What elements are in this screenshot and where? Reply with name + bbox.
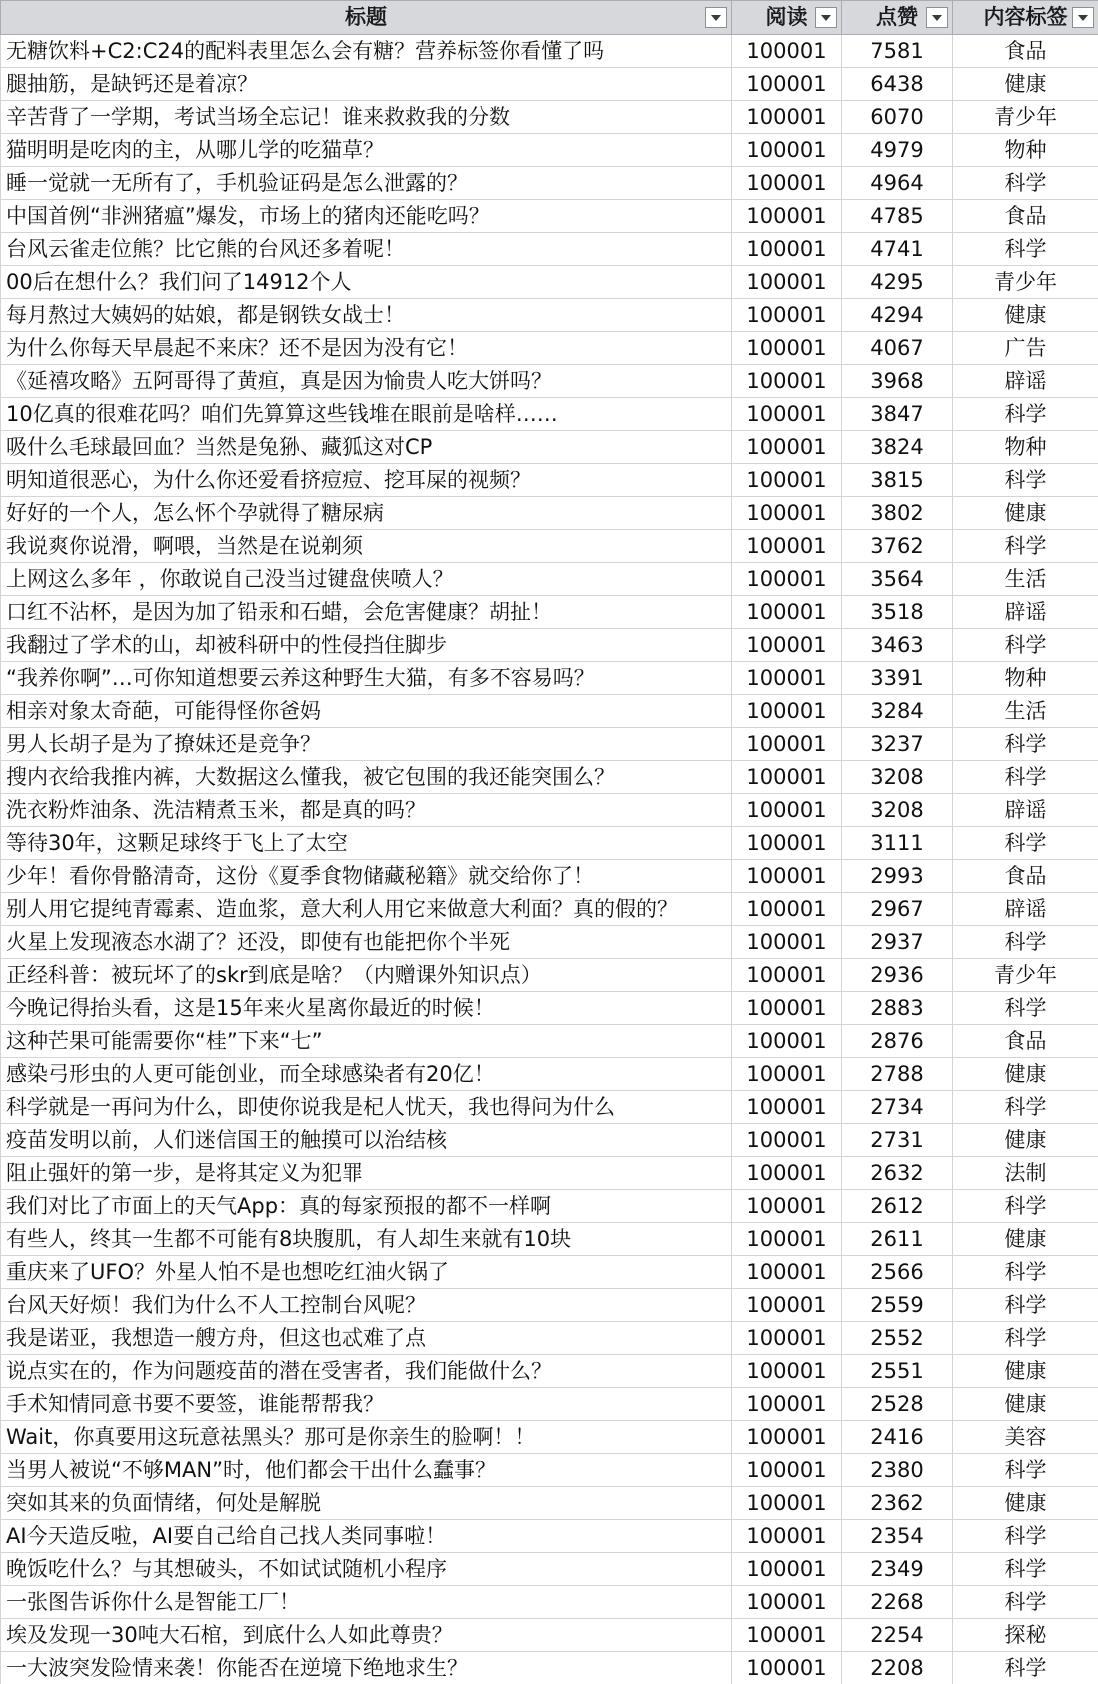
cell-tag[interactable]: 辟谣	[953, 596, 1098, 629]
table-row	[1, 233, 1098, 266]
table-row	[1, 1322, 1098, 1355]
cell-like[interactable]: 2632	[842, 1157, 953, 1190]
chevron-down-icon	[932, 15, 942, 21]
cell-like[interactable]: 2349	[842, 1553, 953, 1586]
cell-title[interactable]: 辛苦背了一学期，考试当场全忘记！谁来救救我的分数	[1, 101, 732, 134]
cell-tag[interactable]: 科学	[953, 992, 1098, 1025]
cell-title[interactable]: 疫苗发明以前，人们迷信国王的触摸可以治结核	[1, 1124, 732, 1157]
cell-tag[interactable]: 科学	[953, 1289, 1098, 1322]
cell-tag[interactable]: 科学	[953, 1091, 1098, 1124]
header-like-label: 点赞	[876, 5, 918, 29]
table-row	[1, 266, 1098, 299]
cell-title[interactable]: Wait，你真要用这玩意祛黑头？那可是你亲生的脸啊！！	[1, 1421, 732, 1454]
cell-title[interactable]: 当男人被说“不够MAN”时，他们都会干出什么蠢事？	[1, 1454, 732, 1487]
cell-tag[interactable]: 科学	[953, 1553, 1098, 1586]
header-like[interactable]	[842, 1, 953, 35]
cell-title[interactable]: 说点实在的，作为问题疫苗的潜在受害者，我们能做什么？	[1, 1355, 732, 1388]
cell-tag[interactable]: 科学	[953, 233, 1098, 266]
cell-tag[interactable]: 健康	[953, 1355, 1098, 1388]
cell-read[interactable]: 100001	[732, 893, 842, 926]
cell-like[interactable]: 3762	[842, 530, 953, 563]
filter-dropdown-tag[interactable]	[1072, 7, 1094, 28]
cell-title[interactable]: 台风云雀走位熊？比它熊的台风还多着呢！	[1, 233, 732, 266]
cell-tag[interactable]: 青少年	[953, 101, 1098, 134]
cell-title[interactable]: 上网这么多年 ，你敢说自己没当过键盘侠喷人？	[1, 563, 732, 596]
cell-title[interactable]: 无糖饮料+C2:C24的配料表里怎么会有糖？营养标签你看懂了吗	[1, 35, 732, 68]
cell-read[interactable]: 100001	[732, 497, 842, 530]
cell-read[interactable]: 100001	[732, 662, 842, 695]
table-row	[1, 893, 1098, 926]
cell-tag[interactable]: 健康	[953, 1388, 1098, 1421]
cell-read[interactable]: 100001	[732, 827, 842, 860]
cell-read[interactable]: 100001	[732, 1058, 842, 1091]
cell-title[interactable]: AI今天造反啦，AI要自己给自己找人类同事啦！	[1, 1520, 732, 1553]
cell-tag[interactable]: 辟谣	[953, 794, 1098, 827]
cell-like[interactable]: 7581	[842, 35, 953, 68]
cell-tag[interactable]: 健康	[953, 1487, 1098, 1520]
table-row	[1, 299, 1098, 332]
table-row	[1, 1652, 1098, 1684]
cell-tag[interactable]: 物种	[953, 431, 1098, 464]
cell-title[interactable]: “我养你啊”…可你知道想要云养这种野生大猫，有多不容易吗？	[1, 662, 732, 695]
cell-like[interactable]: 3802	[842, 497, 953, 530]
cell-read[interactable]: 100001	[732, 1256, 842, 1289]
header-read[interactable]	[732, 1, 842, 35]
cell-read[interactable]: 100001	[732, 1487, 842, 1520]
cell-title[interactable]: 好好的一个人，怎么怀个孕就得了糖尿病	[1, 497, 732, 530]
table-row	[1, 629, 1098, 662]
cell-read[interactable]: 100001	[732, 1652, 842, 1684]
cell-like[interactable]: 3463	[842, 629, 953, 662]
cell-title[interactable]: 搜内衣给我推内裤，大数据这么懂我，被它包围的我还能突围么？	[1, 761, 732, 794]
cell-title[interactable]: 我说爽你说滑，啊喂，当然是在说剃须	[1, 530, 732, 563]
cell-title[interactable]: 晚饭吃什么？与其想破头，不如试试随机小程序	[1, 1553, 732, 1586]
table-row	[1, 761, 1098, 794]
cell-title[interactable]: 感染弓形虫的人更可能创业，而全球感染者有20亿！	[1, 1058, 732, 1091]
cell-read[interactable]: 100001	[732, 1025, 842, 1058]
cell-title[interactable]: 猫明明是吃肉的主，从哪儿学的吃猫草？	[1, 134, 732, 167]
cell-read[interactable]: 100001	[732, 1091, 842, 1124]
cell-title[interactable]: 我翻过了学术的山，却被科研中的性侵挡住脚步	[1, 629, 732, 662]
table-row	[1, 1421, 1098, 1454]
cell-title[interactable]: 一张图告诉你什么是智能工厂！	[1, 1586, 732, 1619]
cell-like[interactable]: 6070	[842, 101, 953, 134]
table-row	[1, 1058, 1098, 1091]
cell-read[interactable]: 100001	[732, 299, 842, 332]
cell-like[interactable]: 3391	[842, 662, 953, 695]
cell-like[interactable]: 2967	[842, 893, 953, 926]
cell-title[interactable]: 重庆来了UFO？外星人怕不是也想吃红油火锅了	[1, 1256, 732, 1289]
table-row	[1, 794, 1098, 827]
table-row	[1, 398, 1098, 431]
cell-read[interactable]: 100001	[732, 992, 842, 1025]
cell-read[interactable]: 100001	[732, 530, 842, 563]
cell-like[interactable]: 3847	[842, 398, 953, 431]
table-row	[1, 1487, 1098, 1520]
cell-title[interactable]: 科学就是一再问为什么，即使你说我是杞人忧天，我也得问为什么	[1, 1091, 732, 1124]
cell-tag[interactable]: 食品	[953, 200, 1098, 233]
cell-read[interactable]: 100001	[732, 167, 842, 200]
cell-read[interactable]: 100001	[732, 1190, 842, 1223]
cell-read[interactable]: 100001	[732, 431, 842, 464]
cell-title[interactable]: 睡一觉就一无所有了，手机验证码是怎么泄露的？	[1, 167, 732, 200]
table-row	[1, 992, 1098, 1025]
cell-like[interactable]: 3968	[842, 365, 953, 398]
cell-like[interactable]: 2734	[842, 1091, 953, 1124]
cell-read[interactable]: 100001	[732, 629, 842, 662]
cell-tag[interactable]: 科学	[953, 629, 1098, 662]
cell-read[interactable]: 100001	[732, 926, 842, 959]
cell-like[interactable]: 2416	[842, 1421, 953, 1454]
cell-title[interactable]: 为什么你每天早晨起不来床？还不是因为没有它！	[1, 332, 732, 365]
cell-like[interactable]: 3518	[842, 596, 953, 629]
table-row	[1, 827, 1098, 860]
table-row	[1, 1157, 1098, 1190]
header-title[interactable]	[1, 1, 732, 35]
cell-like[interactable]: 2528	[842, 1388, 953, 1421]
cell-read[interactable]: 100001	[732, 365, 842, 398]
cell-tag[interactable]: 辟谣	[953, 365, 1098, 398]
cell-title[interactable]: 台风天好烦！我们为什么不人工控制台风呢？	[1, 1289, 732, 1322]
table-row	[1, 200, 1098, 233]
cell-title[interactable]: 埃及发现一30吨大石棺，到底什么人如此尊贵？	[1, 1619, 732, 1652]
cell-tag[interactable]: 物种	[953, 662, 1098, 695]
cell-tag[interactable]: 科学	[953, 530, 1098, 563]
cell-tag[interactable]: 青少年	[953, 266, 1098, 299]
cell-read[interactable]: 100001	[732, 1322, 842, 1355]
cell-tag[interactable]: 科学	[953, 728, 1098, 761]
cell-like[interactable]: 2362	[842, 1487, 953, 1520]
table-row	[1, 332, 1098, 365]
cell-title[interactable]: 一大波突发险情来袭！你能否在逆境下绝地求生？	[1, 1652, 732, 1684]
cell-tag[interactable]: 健康	[953, 68, 1098, 101]
cell-tag[interactable]: 科学	[953, 1454, 1098, 1487]
cell-tag[interactable]: 生活	[953, 695, 1098, 728]
cell-read[interactable]: 100001	[732, 1520, 842, 1553]
cell-like[interactable]: 4295	[842, 266, 953, 299]
cell-like[interactable]: 2268	[842, 1586, 953, 1619]
table-row	[1, 1289, 1098, 1322]
cell-like[interactable]: 2883	[842, 992, 953, 1025]
table-row	[1, 497, 1098, 530]
table-row	[1, 1091, 1098, 1124]
cell-tag[interactable]: 探秘	[953, 1619, 1098, 1652]
cell-read[interactable]: 100001	[732, 695, 842, 728]
header-read-label: 阅读	[765, 5, 808, 29]
header-tag-label: 内容标签	[983, 5, 1068, 29]
table-row	[1, 134, 1098, 167]
cell-title[interactable]: 腿抽筋，是缺钙还是着凉？	[1, 68, 732, 101]
cell-title[interactable]: 等待30年，这颗足球终于飞上了太空	[1, 827, 732, 860]
cell-read[interactable]: 100001	[732, 1619, 842, 1652]
cell-like[interactable]: 4964	[842, 167, 953, 200]
cell-title[interactable]: 口红不沾杯，是因为加了铅汞和石蜡，会危害健康？胡扯！	[1, 596, 732, 629]
cell-like[interactable]: 2208	[842, 1652, 953, 1684]
table-row	[1, 959, 1098, 992]
cell-like[interactable]: 3284	[842, 695, 953, 728]
cell-tag[interactable]: 科学	[953, 1520, 1098, 1553]
cell-title[interactable]: 我们对比了市面上的天气App：真的每家预报的都不一样啊	[1, 1190, 732, 1223]
cell-title[interactable]: 这种芒果可能需要你“桂”下来“七”	[1, 1025, 732, 1058]
cell-tag[interactable]: 辟谣	[953, 893, 1098, 926]
cell-read[interactable]: 100001	[732, 266, 842, 299]
cell-tag[interactable]: 青少年	[953, 959, 1098, 992]
cell-read[interactable]: 100001	[732, 1355, 842, 1388]
cell-like[interactable]: 2559	[842, 1289, 953, 1322]
table-body	[1, 35, 1098, 1684]
cell-title[interactable]: 每月熬过大姨妈的姑娘，都是钢铁女战士！	[1, 299, 732, 332]
cell-read[interactable]: 100001	[732, 860, 842, 893]
cell-like[interactable]: 3564	[842, 563, 953, 596]
cell-tag[interactable]: 科学	[953, 1586, 1098, 1619]
cell-like[interactable]: 4979	[842, 134, 953, 167]
cell-read[interactable]: 100001	[732, 233, 842, 266]
table-row	[1, 464, 1098, 497]
cell-tag[interactable]: 健康	[953, 299, 1098, 332]
cell-tag[interactable]: 科学	[953, 1256, 1098, 1289]
cell-title[interactable]: 中国首例“非洲猪瘟”爆发，市场上的猪肉还能吃吗？	[1, 200, 732, 233]
cell-like[interactable]: 2936	[842, 959, 953, 992]
table-row	[1, 1190, 1098, 1223]
cell-tag[interactable]: 科学	[953, 398, 1098, 431]
cell-like[interactable]: 4785	[842, 200, 953, 233]
cell-title[interactable]: 相亲对象太奇葩，可能得怪你爸妈	[1, 695, 732, 728]
cell-like[interactable]: 2876	[842, 1025, 953, 1058]
cell-title[interactable]: 男人长胡子是为了撩妹还是竞争？	[1, 728, 732, 761]
cell-title[interactable]: 少年！看你骨骼清奇，这份《夏季食物储藏秘籍》就交给你了！	[1, 860, 732, 893]
cell-read[interactable]: 100001	[732, 68, 842, 101]
filter-dropdown-like[interactable]	[926, 7, 948, 28]
filter-dropdown-read[interactable]	[815, 7, 837, 28]
header-title-label: 标题	[345, 5, 387, 29]
cell-tag[interactable]: 广告	[953, 332, 1098, 365]
cell-like[interactable]: 2552	[842, 1322, 953, 1355]
table-row	[1, 662, 1098, 695]
cell-title[interactable]: 10亿真的很难花吗？咱们先算算这些钱堆在眼前是啥样……	[1, 398, 732, 431]
cell-tag[interactable]: 科学	[953, 464, 1098, 497]
table-row	[1, 926, 1098, 959]
cell-like[interactable]: 2612	[842, 1190, 953, 1223]
table-row	[1, 1586, 1098, 1619]
table-row	[1, 1355, 1098, 1388]
cell-tag[interactable]: 食品	[953, 35, 1098, 68]
cell-like[interactable]: 2937	[842, 926, 953, 959]
cell-like[interactable]: 3111	[842, 827, 953, 860]
cell-like[interactable]: 2731	[842, 1124, 953, 1157]
cell-like[interactable]: 2354	[842, 1520, 953, 1553]
cell-title[interactable]: 突如其来的负面情绪，何处是解脱	[1, 1487, 732, 1520]
cell-like[interactable]: 2993	[842, 860, 953, 893]
cell-tag[interactable]: 科学	[953, 926, 1098, 959]
cell-like[interactable]: 4741	[842, 233, 953, 266]
cell-like[interactable]: 3208	[842, 761, 953, 794]
cell-title[interactable]: 今晚记得抬头看，这是15年来火星离你最近的时候！	[1, 992, 732, 1025]
header-row	[1, 1, 1098, 35]
table-row	[1, 1223, 1098, 1256]
cell-read[interactable]: 100001	[732, 959, 842, 992]
cell-title[interactable]: 阻止强奸的第一步，是将其定义为犯罪	[1, 1157, 732, 1190]
table-row	[1, 1619, 1098, 1652]
cell-read[interactable]: 100001	[732, 1223, 842, 1256]
cell-tag[interactable]: 科学	[953, 1652, 1098, 1684]
filter-dropdown-title[interactable]	[705, 7, 727, 28]
cell-read[interactable]: 100001	[732, 1289, 842, 1322]
cell-tag[interactable]: 健康	[953, 1223, 1098, 1256]
cell-read[interactable]: 100001	[732, 563, 842, 596]
cell-read[interactable]: 100001	[732, 728, 842, 761]
table-row	[1, 167, 1098, 200]
cell-like[interactable]: 2254	[842, 1619, 953, 1652]
cell-read[interactable]: 100001	[732, 1454, 842, 1487]
table-row	[1, 695, 1098, 728]
cell-tag[interactable]: 物种	[953, 134, 1098, 167]
table-row	[1, 1388, 1098, 1421]
cell-tag[interactable]: 健康	[953, 1124, 1098, 1157]
table-row	[1, 35, 1098, 68]
chevron-down-icon	[821, 15, 831, 21]
chevron-down-icon	[1078, 15, 1088, 21]
cell-title[interactable]: 正经科普：被玩坏了的skr到底是啥？（内赠课外知识点）	[1, 959, 732, 992]
cell-read[interactable]: 100001	[732, 332, 842, 365]
table-row	[1, 68, 1098, 101]
cell-like[interactable]: 3208	[842, 794, 953, 827]
cell-like[interactable]: 2380	[842, 1454, 953, 1487]
table-row	[1, 1256, 1098, 1289]
cell-tag[interactable]: 科学	[953, 827, 1098, 860]
cell-read[interactable]: 100001	[732, 1586, 842, 1619]
cell-read[interactable]: 100001	[732, 398, 842, 431]
cell-like[interactable]: 2551	[842, 1355, 953, 1388]
cell-read[interactable]: 100001	[732, 1421, 842, 1454]
header-tag[interactable]	[953, 1, 1098, 35]
cell-like[interactable]: 4294	[842, 299, 953, 332]
chevron-down-icon	[711, 15, 721, 21]
cell-title[interactable]: 手术知情同意书要不要签，谁能帮帮我？	[1, 1388, 732, 1421]
cell-like[interactable]: 2611	[842, 1223, 953, 1256]
cell-tag[interactable]: 健康	[953, 1058, 1098, 1091]
cell-read[interactable]: 100001	[732, 596, 842, 629]
cell-read[interactable]: 100001	[732, 464, 842, 497]
table-row	[1, 1124, 1098, 1157]
cell-title[interactable]: 有些人，终其一生都不可能有8块腹肌，有人却生来就有10块	[1, 1223, 732, 1256]
table-row	[1, 563, 1098, 596]
cell-tag[interactable]: 科学	[953, 167, 1098, 200]
cell-title[interactable]: 明知道很恶心，为什么你还爱看挤痘痘、挖耳屎的视频？	[1, 464, 732, 497]
cell-tag[interactable]: 科学	[953, 761, 1098, 794]
cell-like[interactable]: 3815	[842, 464, 953, 497]
table-row	[1, 1025, 1098, 1058]
table-row	[1, 1520, 1098, 1553]
cell-read[interactable]: 100001	[732, 35, 842, 68]
cell-read[interactable]: 100001	[732, 1124, 842, 1157]
cell-title[interactable]: 00后在想什么？我们问了14912个人	[1, 266, 732, 299]
cell-like[interactable]: 2566	[842, 1256, 953, 1289]
table-row	[1, 1553, 1098, 1586]
table-row	[1, 365, 1098, 398]
table-row	[1, 728, 1098, 761]
cell-like[interactable]: 3237	[842, 728, 953, 761]
table-row	[1, 530, 1098, 563]
cell-tag[interactable]: 食品	[953, 1025, 1098, 1058]
table-row	[1, 1454, 1098, 1487]
cell-tag[interactable]: 科学	[953, 1190, 1098, 1223]
cell-like[interactable]: 2788	[842, 1058, 953, 1091]
cell-read[interactable]: 100001	[732, 761, 842, 794]
cell-tag[interactable]: 健康	[953, 497, 1098, 530]
cell-read[interactable]: 100001	[732, 134, 842, 167]
cell-read[interactable]: 100001	[732, 1388, 842, 1421]
cell-title[interactable]: 《延禧攻略》五阿哥得了黄疸，真是因为愉贵人吃大饼吗？	[1, 365, 732, 398]
cell-title[interactable]: 别人用它提纯青霉素、造血浆，意大利人用它来做意大利面？真的假的？	[1, 893, 732, 926]
cell-title[interactable]: 洗衣粉炸油条、洗洁精煮玉米，都是真的吗？	[1, 794, 732, 827]
table-row	[1, 431, 1098, 464]
cell-tag[interactable]: 科学	[953, 1322, 1098, 1355]
cell-tag[interactable]: 食品	[953, 860, 1098, 893]
cell-tag[interactable]: 法制	[953, 1157, 1098, 1190]
cell-read[interactable]: 100001	[732, 1157, 842, 1190]
cell-read[interactable]: 100001	[732, 200, 842, 233]
cell-title[interactable]: 火星上发现液态水湖了？还没，即使有也能把你个半死	[1, 926, 732, 959]
cell-title[interactable]: 我是诺亚，我想造一艘方舟，但这也忒难了点	[1, 1322, 732, 1355]
cell-tag[interactable]: 生活	[953, 563, 1098, 596]
cell-title[interactable]: 吸什么毛球最回血？当然是兔狲、藏狐这对CP	[1, 431, 732, 464]
cell-tag[interactable]: 美容	[953, 1421, 1098, 1454]
cell-like[interactable]: 3824	[842, 431, 953, 464]
cell-read[interactable]: 100001	[732, 101, 842, 134]
cell-like[interactable]: 6438	[842, 68, 953, 101]
cell-read[interactable]: 100001	[732, 1553, 842, 1586]
table-row	[1, 101, 1098, 134]
table-row	[1, 860, 1098, 893]
cell-like[interactable]: 4067	[842, 332, 953, 365]
table-row	[1, 596, 1098, 629]
cell-read[interactable]: 100001	[732, 794, 842, 827]
